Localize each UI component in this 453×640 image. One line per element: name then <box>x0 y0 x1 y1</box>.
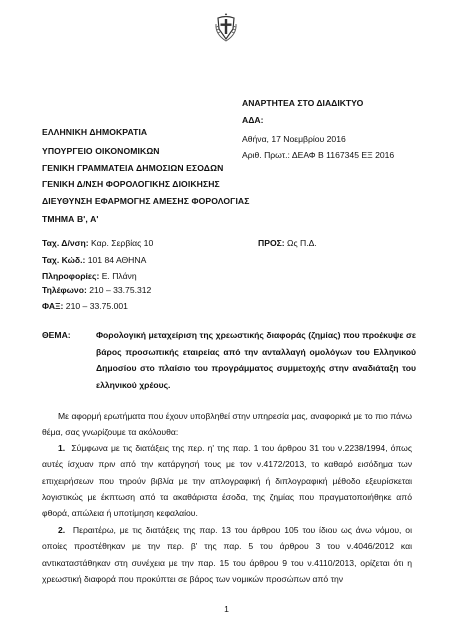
contact-postcode <box>42 255 146 265</box>
contact-phone <box>42 285 151 295</box>
authority-line-5: ΔΙΕΥΘΥΝΣΗ ΕΦΑΡΜΟΓΗΣ ΑΜΕΣΗΣ ΦΟΡΟΛΟΓΙΑΣ <box>42 196 250 206</box>
subject-label: ΘΕΜΑ: <box>42 330 71 340</box>
contact-phone-label: Τηλέφωνο: <box>42 285 87 295</box>
recipient-value: Ως Π.Δ. <box>284 238 317 248</box>
paragraph-1-number: 1. <box>58 443 66 453</box>
intro-text: Με αφορμή ερωτήματα που έχουν υποβληθεί στην υπηρεσία μας, αναφορικά με το πιο πάνω θέμα, σας γνωρίζουμε τα ακόλουθα: <box>42 411 412 438</box>
authority-line-3: ΓΕΝΙΚΗ ΓΡΑΜΜΑΤΕΙΑ ΔΗΜΟΣΙΩΝ ΕΣΟΔΩΝ <box>42 163 224 173</box>
contact-address <box>42 238 153 248</box>
contact-info <box>42 271 137 281</box>
ada-label: ΑΔΑ: <box>242 115 264 125</box>
contact-postcode-value: 101 84 ΑΘΗΝΑ <box>85 255 147 265</box>
contact-info-value: Ε. Πλάνη <box>99 271 137 281</box>
paragraph-1 <box>42 440 412 521</box>
contact-postcode-label: Ταχ. Κώδ.: <box>42 255 86 265</box>
recipient-label: ΠΡΟΣ: <box>258 238 285 248</box>
protocol-number: Αριθ. Πρωτ.: ΔΕΑΦ Β 1167345 ΕΞ 2016 <box>242 150 395 160</box>
contact-info-label: Πληροφορίες: <box>42 271 100 281</box>
contact-address-value: Καρ. Σερβίας 10 <box>88 238 154 248</box>
publish-notice: ΑΝΑΡΤΗΤΕΑ ΣΤΟ ΔΙΑΔΙΚΤΥΟ <box>242 98 364 108</box>
hellenic-republic-emblem-icon <box>214 12 238 42</box>
paragraph-2 <box>42 522 412 587</box>
contact-fax-label: ΦΑΞ: <box>42 301 64 311</box>
document-date: Αθήνα, 17 Νοεμβρίου 2016 <box>242 134 346 144</box>
authority-line-4: ΓΕΝΙΚΗ Δ/ΝΣΗ ΦΟΡΟΛΟΓΙΚΗΣ ΔΙΟΙΚΗΣΗΣ <box>42 179 220 189</box>
paragraph-1-text: Σύμφωνα με τις διατάξεις της περ. η' της παρ. 1 του άρθρου 31 του ν.2238/1994, όπως αυτές ίσχυαν πριν από την κατάργησή τους με τον ν.4172/2013, το καθαρό εισόδημα των επιχειρήσεων που τηρούν βιβλία με την απλογραφική ή διπλογραφική μέθοδο εξευρίσκεται λογιστικώς με έκπτωση από τα ακαθάριστα έσοδα, της ζημίας που πραγματοποιήθηκε από φθορά, απώλεια ή υποτίμηση κεφαλαίου. <box>42 443 412 519</box>
contact-fax-value: 210 – 33.75.001 <box>63 301 128 311</box>
authority-line-1: ΕΛΛΗΝΙΚΗ ΔΗΜΟΚΡΑΤΙΑ <box>42 127 148 137</box>
recipient <box>258 238 317 248</box>
page-number: 1 <box>224 604 229 614</box>
authority-line-2: ΥΠΟΥΡΓΕΙΟ ΟΙΚΟΝΟΜΙΚΩΝ <box>42 146 160 156</box>
paragraph-2-number: 2. <box>58 525 66 535</box>
contact-address-label: Ταχ. Δ/νση: <box>42 238 89 248</box>
authority-line-6: ΤΜΗΜΑ Β', Α' <box>42 214 99 224</box>
paragraph-2-text: Περαιτέρω, με τις διατάξεις της παρ. 13 του άρθρου 105 του ίδιου ως άνω νόμου, οι οποίες προστέθηκαν με την περ. β' της παρ. 5 του άρθρου 3 του ν.4046/2012 και αντικαταστάθηκαν στη συνέχεια με την παρ. 15 του άρθρου 9 του ν.4110/2013, ορίζεται ότι η χρεωστική διαφορά που προκύπτει σε βάρος των νομικών προσώπων από την <box>42 525 413 584</box>
subject-text: Φορολογική μεταχείριση της χρεωστικής διαφοράς (ζημίας) που προέκυψε σε βάρος προσωπικής εταιρείας από την ανταλλαγή ομολόγων του Ελληνικού Δημοσίου στο πλαίσιο του προγράμματος συμμετοχής στην αναδιάταξη του ελληνικού χρέους. <box>96 330 416 390</box>
contact-phone-value: 210 – 33.75.312 <box>86 285 152 295</box>
contact-fax <box>42 301 128 311</box>
intro-paragraph <box>42 408 412 441</box>
